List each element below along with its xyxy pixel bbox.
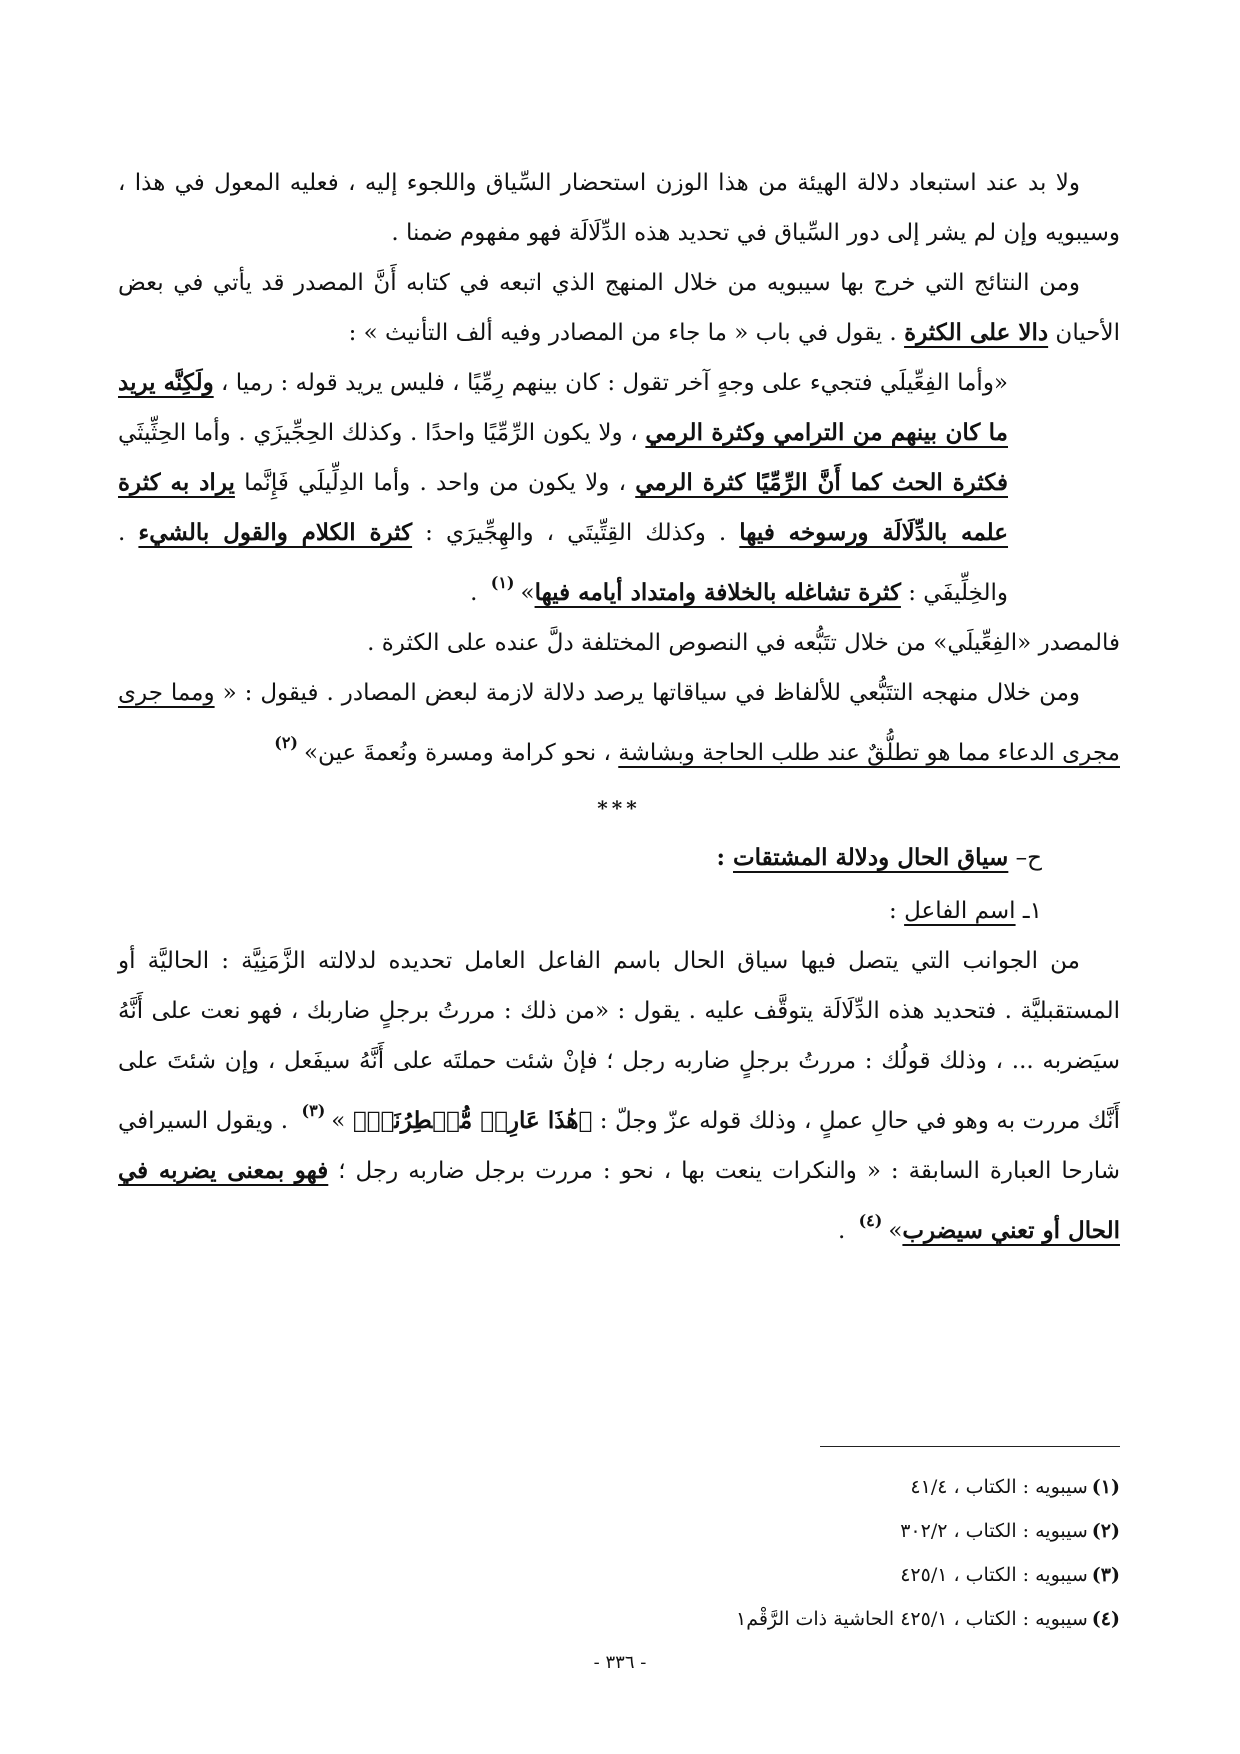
paragraph-context — [118, 158, 1120, 258]
emphasis-underlined: يراد به كثرة علمه بالدِّلَالَة ورسوخه فيها — [118, 469, 1009, 546]
emphasis-underlined: فهو بمعنى يضربه في الحال أو تعني سيضرب — [118, 1157, 1120, 1244]
footnote-divider — [820, 1446, 1120, 1447]
footnote-text: سيبويه : الكتاب ، ٤٢٥/١ الحاشية ذات الرَّقْم١ — [735, 1608, 1088, 1630]
section-heading — [118, 830, 1042, 886]
paragraph-text: ومن النتائج التي خرج بها سيبويه من خلال المنهج الذي اتبعه في كتابه أَنَّ المصدر قد يأتي في بعض الأحيان — [118, 270, 1120, 346]
paragraph-text: ولا بد عند استبعاد دلالة الهيئة من هذا الوزن استحضار السِّياق واللجوء إليه ، فعليه المعول في هذا ، وسيبويه وإن لم يشر إلى دور السِّياق في تحديد هذه الدِّلَالَة فهو مفهوم ضمنا . — [118, 170, 1120, 246]
paragraph-results — [118, 258, 1120, 358]
section-separator: *** — [597, 796, 641, 820]
footnotes — [120, 1446, 1120, 1641]
quote-text: «وأما الفِعِّيلَي فتجيء على وجهٍ آخر تقول : كان بينهم رِمِّيًا ، فليس يريد قوله : رميا ، — [213, 370, 1008, 396]
emphasis-underlined: ومما جرى مجرى الدعاء مما هو تطلُّقٌ عند طلب الحاجة وبشاشة — [118, 680, 1120, 766]
page-number: - ٣٣٦ - — [593, 1652, 647, 1673]
paragraph-text: . يقول في باب « ما جاء من المصادر وفيه ألف التأنيث » : — [348, 320, 905, 346]
quote-text: . وكذلك القِتِّيتَي ، والهِجِّيرَي : — [412, 520, 740, 546]
emphasis-underlined: ولَكِنَّه يريد ما كان بينهم من الترامي وكثرة الرمي — [118, 369, 1008, 446]
footnote-item — [120, 1465, 1120, 1509]
footnote-ref[interactable]: (٤) — [858, 1211, 883, 1230]
quote-text: . والخِلِّيفَي : — [118, 520, 1008, 606]
paragraph-text: . ويقول السيرافي شارحا العبارة السابقة : « والنكرات ينعت بها ، نحو : مررت برجل ضاربه رجل ؛ — [118, 1108, 1121, 1184]
paragraph-text: » — [331, 1108, 353, 1134]
paragraph-text: » — [888, 1218, 903, 1244]
paragraph-text: ومن خلال منهجه التتَبُّعي للألفاظ في سياقاتها يرصد دلالة لازمة لبعض المصادر . فيقول : « — [214, 680, 1080, 706]
heading-suffix: : — [716, 844, 734, 871]
footnote-ref[interactable]: (٢) — [274, 733, 298, 752]
subheading-label: اسم الفاعل — [904, 898, 1016, 924]
quran-verse: ﴿هَٰذَا عَارِضٞ مُّمۡطِرُنَاۚ﴾ — [352, 1107, 593, 1134]
footnote-number: (٣) — [1091, 1564, 1120, 1586]
quote-text: . — [470, 580, 485, 606]
paragraph-text: فالمصدر «الفِعِّيلَي» من خلال تتَبُّعه في النصوص المختلفة دلَّ عنده على الكثرة . — [367, 630, 1120, 656]
footnote-item — [120, 1509, 1120, 1553]
paragraph-text: ، نحو كرامة ومسرة ونُعمةَ عين» — [303, 740, 619, 766]
quote-text: » — [520, 580, 535, 606]
footnote-item — [120, 1553, 1120, 1597]
footnote-number: (١) — [1091, 1476, 1120, 1498]
paragraph-text: . — [837, 1218, 853, 1244]
subsection-heading — [118, 886, 1042, 936]
paragraph-text: من الجوانب التي يتصل فيها سياق الحال باسم الفاعل العامل تحديده لدلالته الزَّمَنِيَّة : الحاليَّة أو المستقبليَّة . فتحديد هذه الدِّلَالَة يتوقَّف عليه . يقول : «من ذلك : مررتُ برجلٍ ضاربك ، فهو نعت على أَنَّهُ سيَضربه ... ، وذلك قولُك : مررتُ برجلٍ ضاربه رجل ؛ فإنْ شئت حملتَه على أَنَّهُ سيفَعل ، وإن شئتَ على أَنَّك مررت به وهو في حالِ عملٍ ، وذلك قوله عزّ وجلّ : — [118, 948, 1120, 1134]
heading-label: سياق الحال ودلالة المشتقات — [733, 844, 1009, 871]
paragraph-masdar — [118, 618, 1120, 668]
quotation-sibawayh — [118, 358, 1008, 618]
footnote-item — [120, 1597, 1120, 1641]
footnote-ref[interactable]: (٣) — [301, 1101, 326, 1120]
footnote-text: سيبويه : الكتاب ، ٤١/٤ — [910, 1476, 1088, 1498]
emphasis-underlined: كثرة تشاغله بالخلافة وامتداد أيامه فيها — [534, 579, 901, 606]
quote-text: ، ولا يكون من واحد . وأما الدِلِّيلَي فَإِنَّما — [234, 470, 636, 496]
quote-text: ، ولا يكون الرِّمِّيًا واحدًا . وكذلك الحِجِّيزَي . وأما الحِثِّيثَي — [118, 420, 646, 446]
footnote-number: (٢) — [1091, 1520, 1120, 1542]
document-body — [118, 158, 1120, 1256]
subheading-suffix: : — [889, 898, 905, 924]
footnote-number: (٤) — [1091, 1608, 1120, 1630]
heading-prefix: ح– — [1008, 845, 1042, 871]
emphasis-underlined: دالا على الكثرة — [904, 319, 1049, 346]
emphasis-underlined: فكثرة الحث كما أَنَّ الرِّمِّيًا كثرة الرمي — [635, 469, 1008, 496]
footnote-ref[interactable]: (١) — [490, 573, 515, 592]
emphasis-underlined: كثرة الكلام والقول بالشيء — [138, 519, 413, 546]
footnote-text: سيبويه : الكتاب ، ٣٠٢/٢ — [900, 1520, 1088, 1542]
paragraph-method — [118, 668, 1120, 778]
subheading-prefix: ١ـ — [1015, 898, 1042, 924]
footnote-text: سيبويه : الكتاب ، ٤٢٥/١ — [900, 1564, 1088, 1586]
paragraph-active-participle — [118, 936, 1120, 1256]
